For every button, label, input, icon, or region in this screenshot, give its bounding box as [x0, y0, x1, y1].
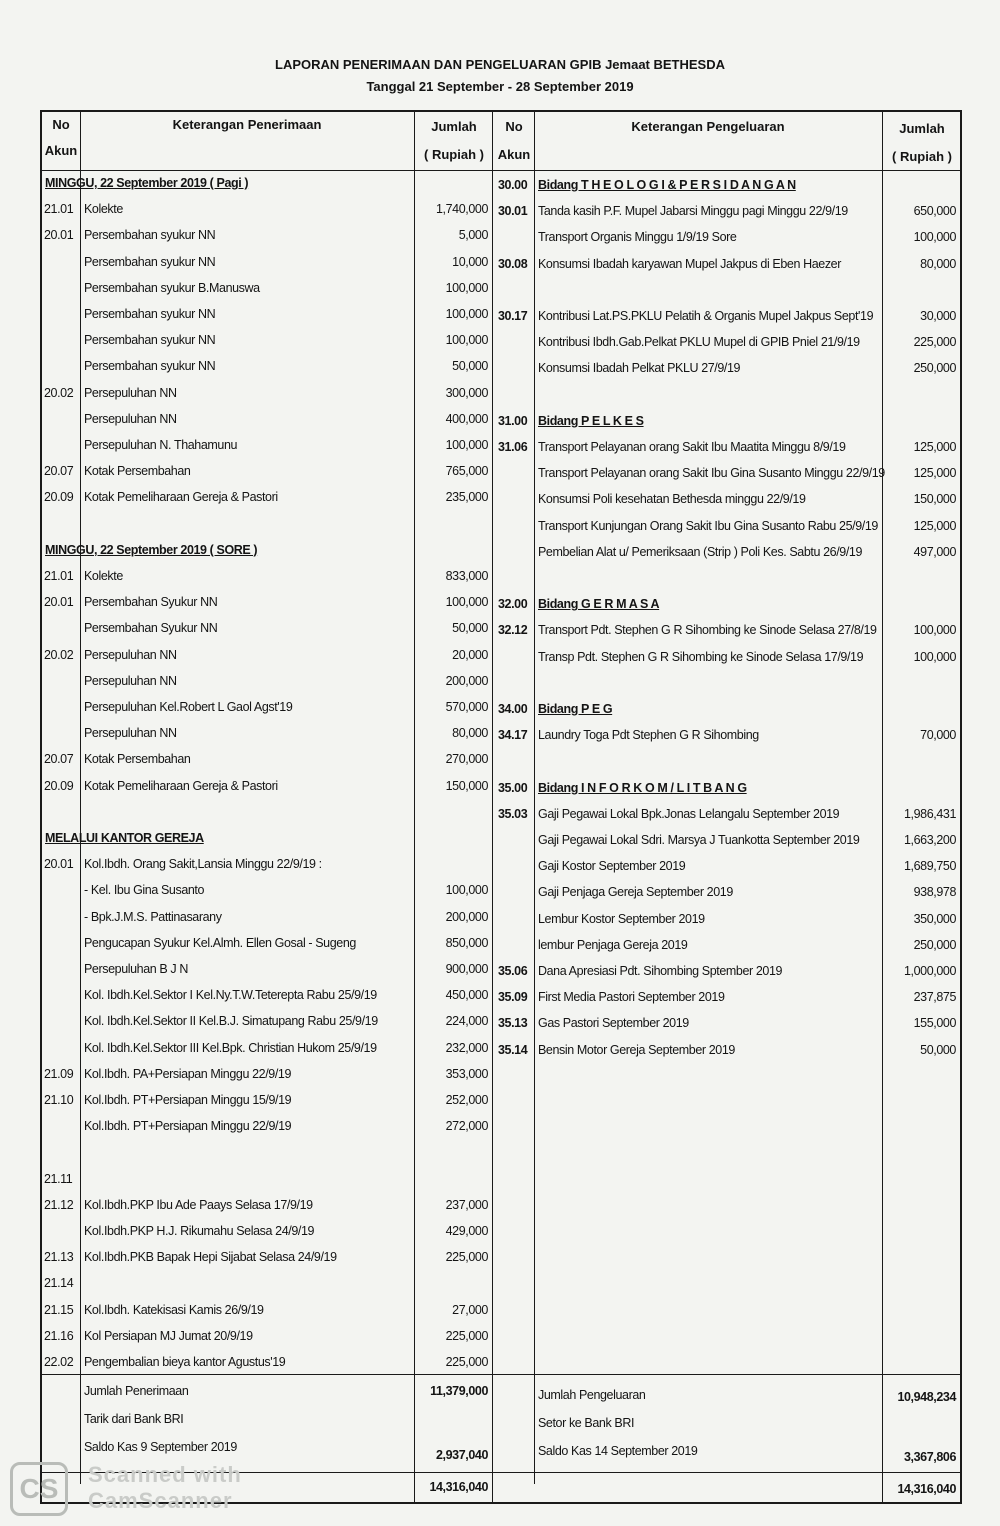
total-expenses-label: Jumlah Pengeluaran: [538, 1388, 646, 1402]
row-description: Kotak Persembahan: [84, 464, 191, 479]
header-rupiah: ( Rupiah ): [424, 147, 484, 162]
row-amount: 450,000: [445, 988, 488, 1003]
row-description: Persembahan syukur NN: [84, 254, 216, 269]
row-description: lembur Penjaga Gereja 2019: [538, 937, 688, 952]
row-description: Gaji Kostor September 2019: [538, 859, 686, 874]
row-account-no: 35.00: [498, 780, 528, 795]
row-account-no: 30.08: [498, 256, 528, 271]
section-heading: Bidang P E G: [538, 702, 613, 716]
row-description: Kol. Ibdh.Kel.Sektor II Kel.B.J. Simatupang Rabu 25/9/19: [84, 1014, 378, 1029]
row-amount: 100,000: [445, 280, 488, 295]
row-description: Kol. Ibdh.Kel.Sektor III Kel.Bpk. Christian Hukom 25/9/19: [84, 1040, 377, 1055]
row-description: Persepuluhan NN: [84, 726, 177, 741]
row-account-no: 20.01: [44, 857, 74, 872]
row-description: Transport Pdt. Stephen G R Sihombing ke Sinode Selasa 27/8/19: [538, 623, 877, 638]
row-account-no: 20.02: [44, 385, 74, 400]
row-amount: 1,000,000: [903, 964, 956, 978]
row-description: Kol.Ibdh. PT+Persiapan Minggu 22/9/19: [84, 1119, 292, 1134]
header-keterangan-penerimaan: Keterangan Penerimaan: [172, 117, 322, 132]
row-description: First Media Pastori September 2019: [538, 990, 725, 1005]
row-description: Kol.Ibdh. Orang Sakit,Lansia Minggu 22/9/19 :: [84, 857, 322, 872]
section-heading: MINGGU, 22 September 2019 ( SORE ): [45, 542, 258, 557]
row-account-no: 21.15: [44, 1302, 74, 1317]
row-amount: 252,000: [445, 1093, 488, 1107]
closing-balance-value: 3,367,806: [903, 1450, 956, 1464]
row-amount: 225,000: [445, 1328, 488, 1343]
row-description: Kontribusi Ibdh.Gab.Pelkat PKLU Mupel di GPIB Pniel 21/9/19: [538, 335, 860, 350]
row-amount: 833,000: [445, 569, 488, 583]
row-amount: 5,000: [458, 228, 488, 243]
row-amount: 125,000: [913, 440, 956, 454]
row-account-no: 21.11: [44, 1171, 73, 1186]
row-description: Pengucapan Syukur Kel.Almh. Ellen Gosal - Sugeng: [84, 935, 356, 950]
row-description: Kol.Ibdh.PKP H.J. Rikumahu Selasa 24/9/19: [84, 1224, 315, 1238]
row-amount: 350,000: [913, 911, 956, 926]
row-description: Persepuluhan N. Thahamunu: [84, 438, 238, 452]
row-description: Persepuluhan NN: [84, 647, 177, 662]
row-amount: 27,000: [452, 1302, 488, 1317]
row-account-no: 21.10: [44, 1093, 74, 1107]
row-description: Kontribusi Lat.PS.PKLU Pelatih & Organis Mupel Jakpus Sept'19: [538, 309, 874, 323]
row-amount: 272,000: [445, 1119, 488, 1134]
total-expenses-value: 10,948,234: [897, 1390, 956, 1404]
row-amount: 900,000: [445, 962, 488, 976]
row-amount: 100,000: [913, 623, 956, 638]
row-description: Bensin Motor Gereja September 2019: [538, 1042, 735, 1057]
row-description: Lembur Kostor September 2019: [538, 911, 705, 926]
row-amount: 850,000: [445, 935, 488, 950]
row-description: Transport Pelayanan orang Sakit Ibu Gina Susanto Minggu 22/9/19: [538, 466, 885, 481]
row-account-no: 21.01: [44, 202, 74, 217]
row-description: Pengembalian bieya kantor Agustus'19: [84, 1355, 286, 1369]
row-description: Transp Pdt. Stephen G R Sihombing ke Sinode Selasa 17/9/19: [538, 649, 864, 664]
row-amount: 938,978: [913, 885, 956, 900]
row-account-no: 35.03: [498, 806, 528, 821]
row-account-no: 20.09: [44, 490, 74, 505]
row-description: Konsumsi Poli kesehatan Bethesda minggu 22/9/19: [538, 492, 806, 507]
row-amount: 100,000: [913, 649, 956, 664]
section-heading: Bidang T H E O L O G I & P E R S I D A N G A N: [538, 178, 796, 192]
row-amount: 1,740,000: [435, 202, 488, 217]
row-description: Kotak Persembahan: [84, 752, 191, 767]
col-divider: [534, 112, 535, 1484]
row-description: Kolekte: [84, 202, 123, 217]
row-description: Gaji Pegawai Lokal Sdri. Marsya J Tuankotta September 2019: [538, 833, 860, 847]
row-amount: 237,000: [445, 1197, 488, 1212]
row-amount: 155,000: [913, 1016, 956, 1031]
row-description: Konsumsi Ibadah karyawan Mupel Jakpus di Eben Haezer: [538, 256, 841, 271]
row-amount: 100,000: [445, 595, 488, 610]
grand-total-left: 14,316,040: [429, 1480, 488, 1494]
section-heading: Bidang G E R M A S A: [538, 597, 660, 612]
row-amount: 232,000: [445, 1040, 488, 1055]
row-amount: 224,000: [445, 1014, 488, 1029]
row-account-no: 32.00: [498, 597, 528, 612]
row-account-no: 35.14: [498, 1042, 528, 1057]
row-account-no: 34.17: [498, 728, 528, 743]
row-amount: 100,000: [445, 883, 488, 898]
row-account-no: 21.01: [44, 569, 74, 583]
row-description: Persepuluhan NN: [84, 411, 177, 426]
row-amount: 10,000: [452, 254, 488, 269]
row-description: Persembahan syukur NN: [84, 359, 216, 374]
row-amount: 225,000: [445, 1250, 488, 1265]
row-account-no: 30.01: [498, 204, 528, 219]
row-amount: 225,000: [445, 1355, 488, 1369]
opening-balance-label: Saldo Kas 9 September 2019: [84, 1440, 237, 1454]
row-description: Persembahan Syukur NN: [84, 595, 218, 610]
row-description: Kol.Ibdh. PA+Persiapan Minggu 22/9/19: [84, 1066, 291, 1081]
row-amount: 250,000: [913, 361, 956, 376]
row-account-no: 21.09: [44, 1066, 74, 1081]
row-amount: 100,000: [445, 333, 488, 348]
row-description: Kotak Pemeliharaan Gereja & Pastori: [84, 490, 278, 505]
row-description: Kol.Ibdh.PKB Bapak Hepi Sijabat Selasa 24/9/19: [84, 1250, 337, 1265]
row-amount: 100,000: [913, 230, 956, 245]
row-amount: 237,875: [913, 990, 956, 1005]
row-description: Transport Organis Minggu 1/9/19 Sore: [538, 230, 737, 245]
row-amount: 300,000: [445, 385, 488, 400]
report-date-range: Tanggal 21 September - 28 September 2019: [366, 79, 634, 94]
row-amount: 250,000: [913, 937, 956, 952]
row-amount: 150,000: [913, 492, 956, 507]
row-account-no: 32.12: [498, 623, 528, 638]
row-amount: 235,000: [445, 490, 488, 505]
row-amount: 80,000: [920, 256, 956, 271]
row-description: Persepuluhan Kel.Robert L Gaol Agst'19: [84, 700, 293, 714]
row-description: Persembahan syukur B.Manuswa: [84, 280, 260, 295]
col-divider: [492, 112, 493, 1502]
row-account-no: 20.01: [44, 595, 74, 610]
row-account-no: 35.09: [498, 990, 528, 1005]
row-amount: 400,000: [445, 411, 488, 426]
row-amount: 30,000: [920, 309, 956, 323]
row-account-no: 31.00: [498, 413, 528, 428]
row-account-no: 34.00: [498, 702, 528, 716]
row-account-no: 30.17: [498, 309, 528, 323]
row-amount: 200,000: [445, 673, 488, 688]
row-description: Kol.Ibdh.PKP Ibu Ade Paays Selasa 17/9/19: [84, 1197, 313, 1212]
header-no: No: [52, 117, 70, 132]
row-amount: 1,689,750: [903, 859, 956, 874]
section-heading: MELALUI KANTOR GEREJA: [45, 831, 204, 845]
row-amount: 429,000: [445, 1224, 488, 1238]
section-heading: Bidang I N F O R K O M / L I T B A N G: [538, 780, 747, 795]
row-amount: 650,000: [913, 204, 956, 219]
row-description: Kol.Ibdh. PT+Persiapan Minggu 15/9/19: [84, 1093, 292, 1107]
row-description: Konsumsi Ibadah Pelkat PKLU 27/9/19: [538, 361, 741, 376]
row-description: Kol. Ibdh.Kel.Sektor I Kel.Ny.T.W.Teterepta Rabu 25/9/19: [84, 988, 377, 1003]
row-amount: 50,000: [452, 359, 488, 374]
row-account-no: 20.01: [44, 228, 74, 243]
row-amount: 270,000: [445, 752, 488, 767]
row-account-no: 20.09: [44, 778, 74, 793]
section-heading: MINGGU, 22 September 2019 ( Pagi ): [45, 176, 249, 190]
row-description: Persembahan syukur NN: [84, 307, 216, 321]
row-description: Gas Pastori September 2019: [538, 1016, 689, 1031]
row-amount: 80,000: [452, 726, 488, 741]
row-amount: 125,000: [913, 518, 956, 533]
row-account-no: 21.13: [44, 1250, 74, 1265]
row-description: Pembelian Alat u/ Pemeriksaan (Strip ) Poli Kes. Sabtu 26/9/19: [538, 544, 862, 559]
row-amount: 200,000: [445, 909, 488, 924]
row-amount: 1,986,431: [903, 806, 956, 821]
closing-balance-label: Saldo Kas 14 September 2019: [538, 1444, 698, 1458]
section-heading: Bidang P E L K E S: [538, 413, 644, 428]
row-amount: 1,663,200: [903, 833, 956, 847]
header-jumlah: Jumlah: [431, 119, 477, 134]
opening-balance-value: 2,937,040: [435, 1448, 488, 1462]
grand-total-right: 14,316,040: [897, 1482, 956, 1496]
row-description: Persepuluhan NN: [84, 385, 177, 400]
row-account-no: 20.02: [44, 647, 74, 662]
row-description: Kol Persiapan MJ Jumat 20/9/19: [84, 1328, 253, 1343]
report-table: [40, 110, 962, 1504]
watermark-line-2: CamScanner: [88, 1488, 233, 1513]
row-description: - Kel. Ibu Gina Susanto: [84, 883, 205, 898]
row-account-no: 21.12: [44, 1197, 74, 1212]
row-description: Gaji Penjaga Gereja September 2019: [538, 885, 733, 900]
row-amount: 70,000: [920, 728, 956, 743]
camscanner-logo-icon: CS: [10, 1462, 68, 1516]
row-amount: 225,000: [913, 335, 956, 350]
header-rupiah: ( Rupiah ): [892, 149, 952, 164]
header-akun: Akun: [497, 147, 531, 162]
col-divider: [80, 112, 81, 1484]
row-account-no: 30.00: [498, 178, 528, 192]
header-jumlah: Jumlah: [899, 121, 945, 136]
row-amount: 125,000: [913, 466, 956, 481]
bank-deposit-label: Setor ke Bank BRI: [538, 1416, 635, 1430]
row-account-no: 20.07: [44, 464, 74, 479]
watermark-line-1: Scanned with: [88, 1462, 242, 1487]
row-description: - Bpk.J.M.S. Pattinasarany: [84, 909, 222, 924]
row-account-no: 22.02: [44, 1355, 74, 1369]
row-amount: 497,000: [913, 544, 956, 559]
row-account-no: 21.14: [44, 1276, 74, 1291]
camscanner-watermark: [10, 1462, 310, 1518]
total-receipts-value: 11,379,000: [430, 1384, 488, 1398]
header-keterangan-pengeluaran: Keterangan Pengeluaran: [631, 119, 785, 134]
row-description: Transport Kunjungan Orang Sakit Ibu Gina Susanto Rabu 25/9/19: [538, 518, 878, 533]
row-description: Kol.Ibdh. Katekisasi Kamis 26/9/19: [84, 1302, 264, 1317]
header-akun: Akun: [44, 143, 78, 158]
row-description: Gaji Pegawai Lokal Bpk.Jonas Lelangalu September 2019: [538, 806, 840, 821]
total-receipts-label: Jumlah Penerimaan: [84, 1384, 189, 1398]
row-description: Persembahan Syukur NN: [84, 621, 218, 636]
row-amount: 100,000: [445, 438, 488, 452]
row-account-no: 21.16: [44, 1328, 74, 1343]
row-description: Laundry Toga Pdt Stephen G R Sihombing: [538, 728, 759, 743]
row-description: Kolekte: [84, 569, 123, 583]
col-divider: [882, 112, 883, 1502]
row-description: Persembahan syukur NN: [84, 228, 216, 243]
row-amount: 150,000: [445, 778, 488, 793]
row-description: Transport Pelayanan orang Sakit Ibu Maatita Minggu 8/9/19: [538, 440, 846, 454]
row-description: Persembahan syukur NN: [84, 333, 216, 348]
row-amount: 20,000: [452, 647, 488, 662]
row-amount: 765,000: [445, 464, 488, 479]
col-divider: [414, 112, 415, 1502]
row-description: Kotak Pemeliharaan Gereja & Pastori: [84, 778, 278, 793]
row-amount: 570,000: [445, 700, 488, 714]
report-title: LAPORAN PENERIMAAN DAN PENGELUARAN GPIB Jemaat BETHESDA: [275, 57, 725, 72]
row-account-no: 35.13: [498, 1016, 528, 1031]
row-amount: 50,000: [920, 1042, 956, 1057]
row-account-no: 20.07: [44, 752, 74, 767]
row-account-no: 31.06: [498, 440, 528, 454]
row-amount: 50,000: [452, 621, 488, 636]
row-amount: 100,000: [445, 307, 488, 321]
row-description: Dana Apresiasi Pdt. Sihombing Sptember 2019: [538, 964, 783, 978]
bank-withdrawal-label: Tarik dari Bank BRI: [84, 1412, 184, 1426]
row-description: Persepuluhan B J N: [84, 962, 188, 976]
row-account-no: 35.06: [498, 964, 528, 978]
row-amount: 353,000: [445, 1066, 488, 1081]
row-description: Tanda kasih P.F. Mupel Jabarsi Minggu pagi Minggu 22/9/19: [538, 204, 848, 219]
header-no: No: [505, 119, 523, 134]
row-description: Persepuluhan NN: [84, 673, 177, 688]
